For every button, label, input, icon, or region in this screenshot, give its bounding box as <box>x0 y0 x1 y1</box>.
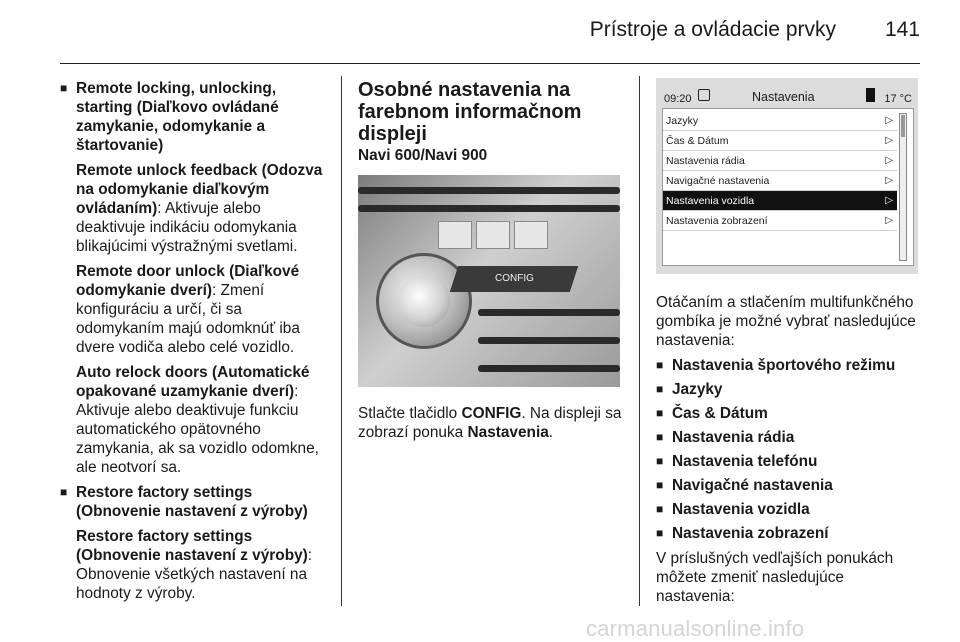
menu-item-1 <box>663 131 897 151</box>
menu-item-5 <box>663 211 897 231</box>
list-item: ■ Jazyky <box>656 380 926 399</box>
panel-button <box>514 221 548 249</box>
menu-label: Nastavenia zobrazení <box>666 215 768 227</box>
text: . Na displeji sa zobrazí ponuka <box>358 405 622 441</box>
screen-time: 09:20 <box>664 93 692 105</box>
intro-text: Otáčaním a stlačením multifunkčného gombíka je možné vybrať nasledujúce nastavenia: <box>656 294 916 349</box>
chevron-right-icon: ▷ <box>885 195 893 206</box>
vent-slot <box>478 337 620 344</box>
menu-label: Nastavenia vozidla <box>666 195 755 207</box>
list-item: ■ Navigačné nastavenia <box>656 476 926 495</box>
panel-button <box>438 221 472 249</box>
desc: : Aktivuje alebo deaktivuje funkciu automatického opätovného zamykania, ak sa vozidlo odomkne, ale neotvorí sa. <box>76 383 319 476</box>
list-item: ■ Nastavenia športového režimu <box>656 356 926 375</box>
menu-label: Navigačné nastavenia <box>666 175 770 187</box>
term: Remote unlock feedback (Odozva na odomykanie diaľkovým ovládaním) <box>76 162 323 217</box>
config-label: CONFIG <box>494 273 534 284</box>
list-item: ■ Nastavenia vozidla <box>656 500 926 519</box>
page-number: 141 <box>884 18 920 41</box>
outro-text: V príslušných vedľajších ponukách môžete zmeniť nasledujúce nastavenia: <box>656 550 894 605</box>
para-remote-unlock-feedback <box>60 161 332 256</box>
list-item: ■ Nastavenia rádia <box>656 428 926 447</box>
column-2 <box>358 79 628 442</box>
screen-status-bar <box>662 86 914 108</box>
menu-item-4-selected <box>663 191 897 211</box>
scrollbar-thumb <box>901 115 905 137</box>
menu-label: Čas & Dátum <box>666 135 729 147</box>
header-title: Prístroje a ovládacie prvky <box>589 18 836 41</box>
watermark: carmanualsonline.info <box>586 616 805 641</box>
term: Remote door unlock (Diaľkové odomykanie dverí) <box>76 263 300 299</box>
term: Restore factory settings (Obnovenie nastavení z výroby) <box>76 528 308 564</box>
text-config: CONFIG <box>461 405 522 422</box>
vent-slot <box>358 187 620 194</box>
vent-slot <box>358 205 620 212</box>
header-rule <box>60 63 920 64</box>
list-item: ■ Nastavenia zobrazení <box>656 524 926 543</box>
config-instruction <box>358 404 628 442</box>
chevron-right-icon: ▷ <box>885 115 893 126</box>
para-auto-relock <box>60 363 332 477</box>
section-title: Osobné nastavenia na farebnom informačnom displeji <box>358 79 582 145</box>
screen-temperature: 17 °C <box>884 93 912 105</box>
para-restore-factory <box>60 527 332 603</box>
phone-icon <box>866 88 875 102</box>
para-remote-door-unlock <box>60 262 332 357</box>
chevron-right-icon: ▷ <box>885 215 893 226</box>
screen-menu <box>662 108 914 266</box>
vent-slot <box>478 365 620 372</box>
desc: : Aktivuje alebo deaktivuje indikáciu odomykania blikajúcimi výstražnými svetlami. <box>76 200 298 255</box>
clock-icon <box>698 89 710 101</box>
chevron-right-icon: ▷ <box>885 135 893 146</box>
menu-item-2 <box>663 151 897 171</box>
list-item: ■ Nastavenia telefónu <box>656 452 926 471</box>
settings-list <box>656 356 926 543</box>
term: Auto relock doors (Automatické opakované uzamykanie dverí) <box>76 364 310 400</box>
menu-label: Jazyky <box>666 115 699 127</box>
config-button <box>450 266 578 292</box>
text: Stlačte tlačidlo <box>358 405 462 422</box>
menu-label: Nastavenia rádia <box>666 155 745 167</box>
desc: : Obnovenie všetkých nastavení na hodnoty z výroby. <box>76 547 313 602</box>
menu-item-0 <box>663 111 897 131</box>
column-3 <box>656 79 926 606</box>
screen-title: Nastavenia <box>752 90 815 104</box>
control-panel-photo <box>358 175 620 387</box>
column-divider-1 <box>341 76 342 606</box>
text-nastavenia: Nastavenia <box>467 424 549 441</box>
list-item: ■ Čas & Dátum <box>656 404 926 423</box>
chevron-right-icon: ▷ <box>885 155 893 166</box>
vent-slot <box>478 309 620 316</box>
column-1 <box>60 79 332 603</box>
settings-screen <box>656 78 918 274</box>
knob-center <box>398 275 450 327</box>
panel-button <box>476 221 510 249</box>
bullet-remote-locking: ■ Remote locking, unlocking, starting (Diaľkovo ovládané zamykanie, odomykanie a štartovanie) <box>60 79 332 155</box>
text: . <box>548 424 554 441</box>
menu-item-3 <box>663 171 897 191</box>
desc: : Zmení konfiguráciu a určí, či sa odomykaním majú odomknúť iba dvere vodiča alebo celé vozidlo. <box>76 282 300 356</box>
chevron-right-icon: ▷ <box>885 175 893 186</box>
screen-scrollbar <box>899 113 907 261</box>
column-divider-2 <box>639 76 640 606</box>
section-subtitle: Navi 600/Navi 900 <box>358 147 488 164</box>
bullet-restore-factory: ■ Restore factory settings (Obnovenie nastavení z výroby) <box>60 483 332 521</box>
